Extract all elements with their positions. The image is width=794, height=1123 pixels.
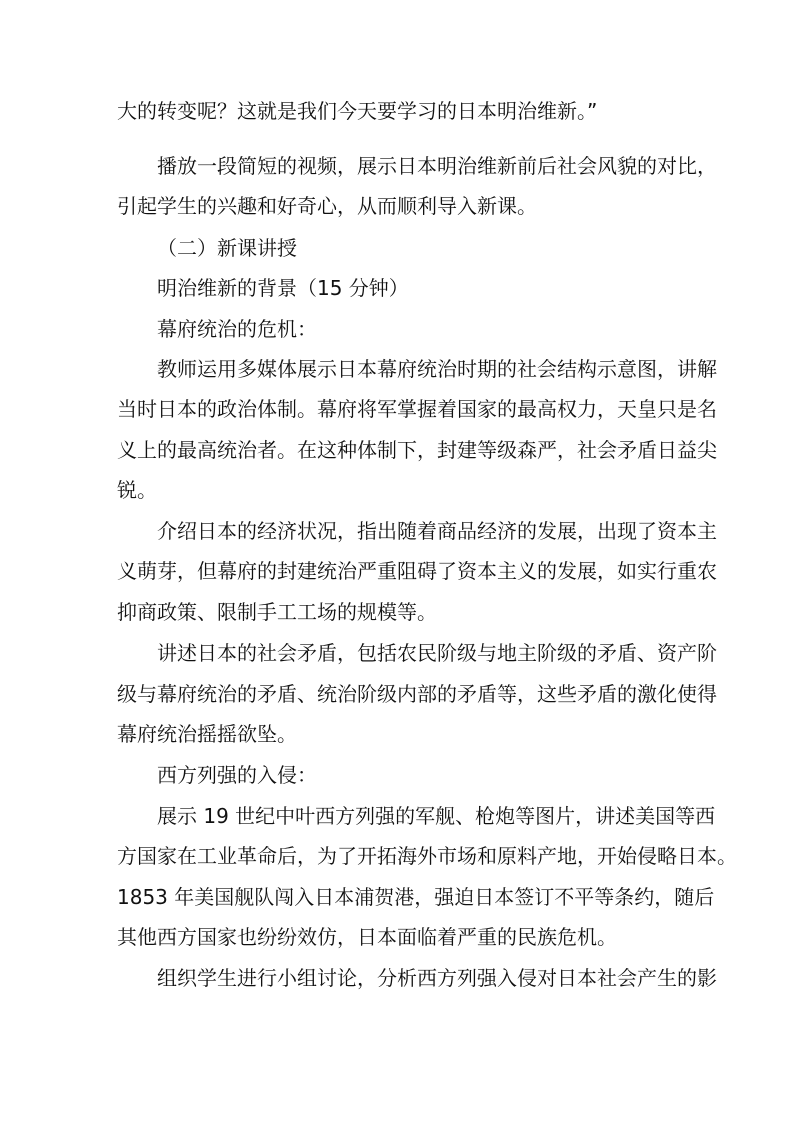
text-line: 播放一段简短的视频，展示日本明治维新前后社会风貌的对比， [157,154,717,178]
text-line: 讲述日本的社会矛盾，包括农民阶级与地主阶级的矛盾、资产阶 [157,641,717,665]
section-heading: （二）新课讲授 [157,236,297,260]
topic-heading: 西方列强的入侵： [157,763,317,787]
text-line: 抑商政策、限制手工工场的规模等。 [117,600,437,624]
text-line: 义上的最高统治者。在这种体制下，封建等级森严，社会矛盾日益尖 [117,438,717,462]
subsection-heading: 明治维新的背景（15 分钟） [157,276,409,300]
text-line: 锐。 [117,478,157,502]
text-line: 幕府统治摇摇欲坠。 [117,722,297,746]
text-line: 介绍日本的经济状况，指出随着商品经济的发展，出现了资本主 [157,519,717,543]
text-line: 引起学生的兴趣和好奇心，从而顺利导入新课。 [117,194,537,218]
text-line: 1853 年美国舰队闯入日本浦贺港，强迫日本签订不平等条约，随后 [117,885,715,909]
text-line: 当时日本的政治体制。幕府将军掌握着国家的最高权力，天皇只是名 [117,397,717,421]
text-line: 组织学生进行小组讨论，分析西方列强入侵对日本社会产生的影 [157,966,717,990]
text-line: 级与幕府统治的矛盾、统治阶级内部的矛盾等，这些矛盾的激化使得 [117,682,717,706]
text-line: 大的转变呢？这就是我们今天要学习的日本明治维新。” [117,99,598,123]
text-line: 其他西方国家也纷纷效仿，日本面临着严重的民族危机。 [117,925,617,949]
topic-heading: 幕府统治的危机： [157,317,317,341]
text-line: 展示 19 世纪中叶西方列强的军舰、枪炮等图片，讲述美国等西 [157,804,716,828]
text-line: 方国家在工业革命后，为了开拓海外市场和原料产地，开始侵略日本。 [117,844,737,868]
text-line: 义萌芽，但幕府的封建统治严重阻碍了资本主义的发展，如实行重农 [117,559,717,583]
text-line: 教师运用多媒体展示日本幕府统治时期的社会结构示意图，讲解 [157,357,717,381]
